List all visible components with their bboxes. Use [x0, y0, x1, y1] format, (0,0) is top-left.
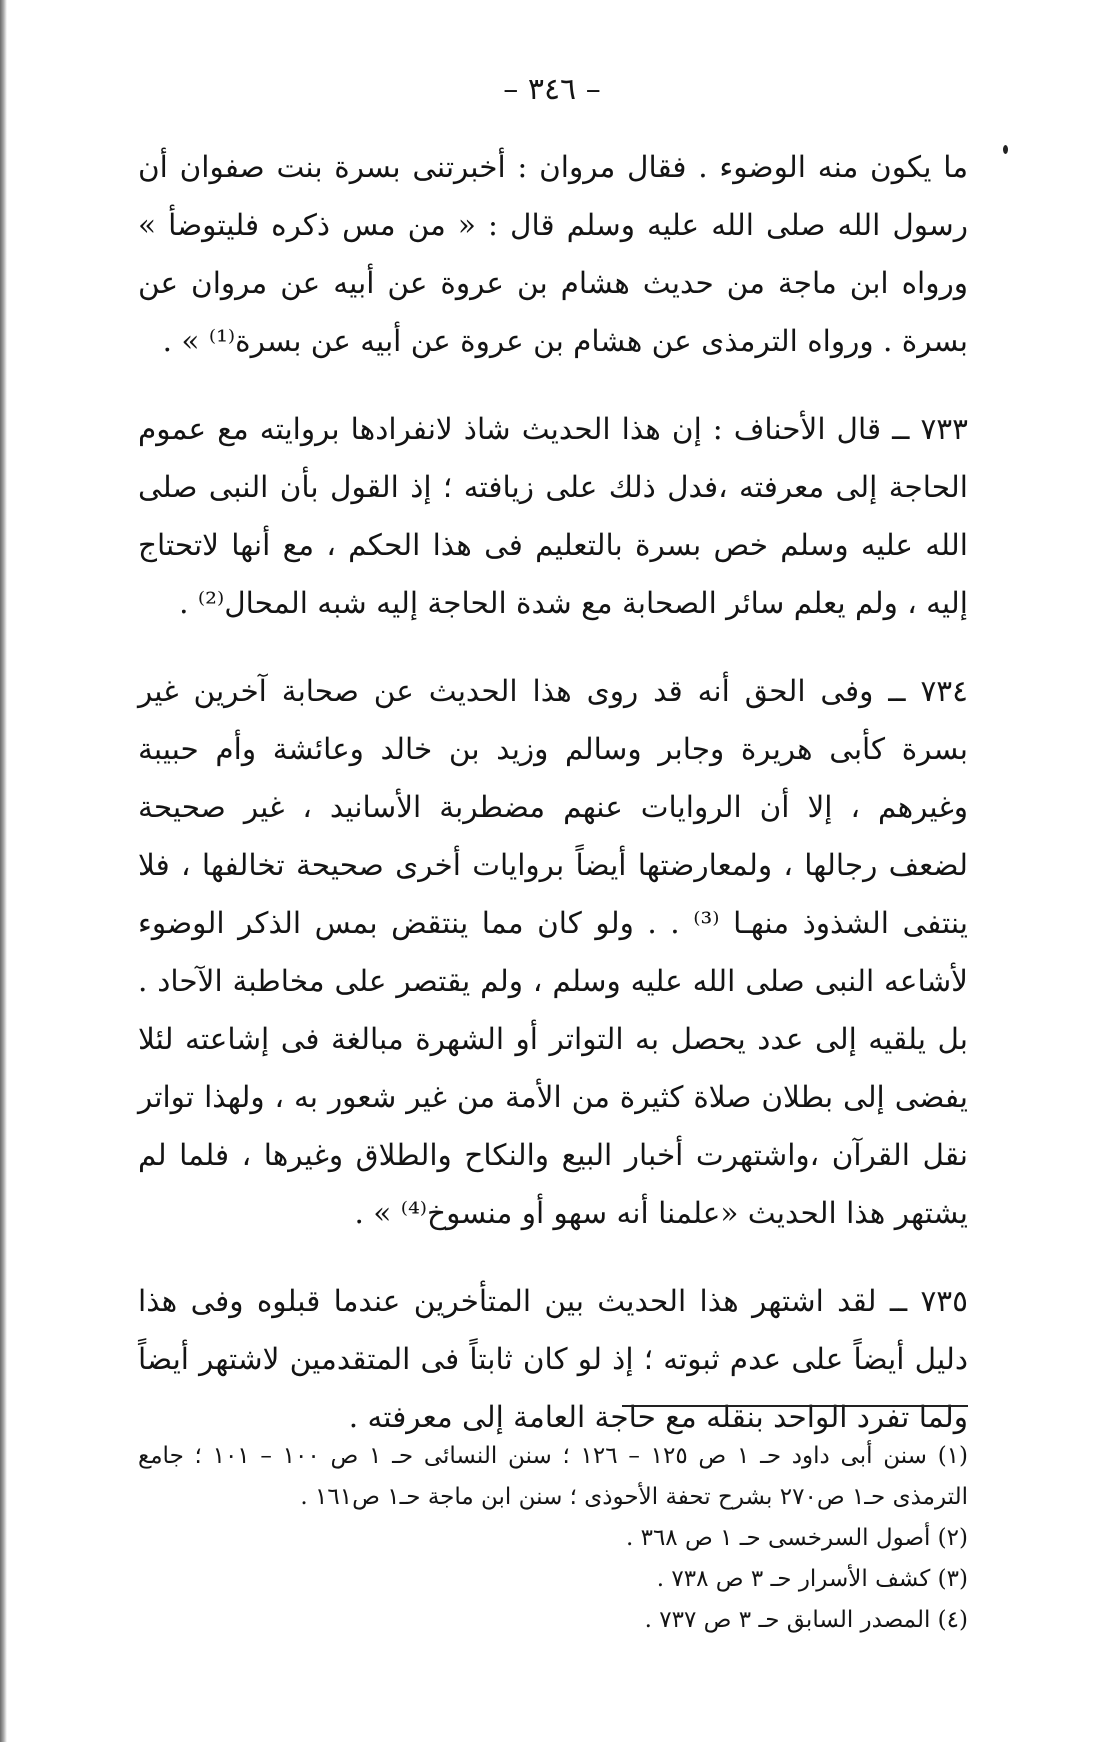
footnote-2: (٢) أصول السرخسى حـ ١ ص ٣٦٨ .: [625, 1525, 968, 1551]
footnote-separator: [622, 1405, 968, 1407]
scan-edge: [0, 0, 7, 1742]
paragraph-735: ٧٣٥ ــ لقد اشتهر هذا الحديث بين المتأخرين عندما قبلوه وفى هذا دليل أيضاً على عدم ثبوته ؛ إذ لو كان ثابتاً فى المتقدمين لاشتهر أيضاً ولما تفرد الواحد بنقله مع حاجة العامة إلى معرفته .: [138, 1284, 968, 1434]
paragraph-733: ٧٣٣ ــ قال الأحناف : إن هذا الحديث شاذ لانفرادها بروايته مع عموم الحاجة إلى معرفته ،فدل ذلك على زيافته ؛ إذ القول بأن النبى صلى الله عليه وسلم خص بسرة بالتعليم فى هذا الحكم ، مع أنها لاتحتاج إليه ، ولم يعلم سائر الصحابة مع شدة الحاجة إليه شبه المحال⁽²⁾ .: [138, 412, 968, 620]
footnotes: [138, 1436, 968, 1641]
paragraph-continuation: ما يكون منه الوضوء . فقال مروان : أخبرتنى بسرة بنت صفوان أن رسول الله صلى الله عليه وسلم قال : « من مس ذكره فليتوضأ » ورواه ابن ماجة من حديث هشام بن عروة عن أبيه عن مروان عن بسرة . ورواه الترمذى عن هشام بن عروة عن أبيه عن بسرة⁽¹⁾ » .: [138, 150, 968, 358]
page-number: – ٣٤٦ –: [503, 72, 601, 107]
body-text: [138, 138, 968, 1446]
footnote-1: (١) سنن أبى داود حـ ١ ص ١٢٥ – ١٢٦ ؛ سنن النسائى حـ ١ ص ١٠٠ – ١٠١ ؛ جامع الترمذى حـ١ ص٢٧٠ بشرح تحفة الأحوذى ؛ سنن ابن ماجة حـ١ ص١٦١ .: [138, 1443, 969, 1510]
footnote-4: (٤) المصدر السابق حـ ٣ ص ٧٣٧ .: [644, 1607, 968, 1633]
paragraph-734: ٧٣٤ ــ وفى الحق أنه قد روى هذا الحديث عن صحابة آخرين غير بسرة كأبى هريرة وجابر وسالم وزيد بن خالد وعائشة وأم حبيبة وغيرهم ، إلا أن الروايات عنهم مضطربة الأسانيد ، غير صحيحة لضعف رجالها ، ولمعارضتها أيضاً بروايات أخرى صحيحة تخالفها ، فلا ينتفى الشذوذ منهـا ⁽³⁾ . . ولو كان مما ينتقض بمس الذكر الوضوء لأشاعه النبى صلى الله عليه وسلم ، ولم يقتصر على مخاطبة الآحاد . بل يلقيه إلى عدد يحصل به التواتر أو الشهرة مبالغة فى إشاعته لئلا يفضى إلى بطلان صلاة كثيرة من الأمة من غير شعور به ، ولهذا تواتر نقل القرآن ،واشتهرت أخبار البيع والنكاح والطلاق وغيرها ، فلما لم يشتهر هذا الحديث «علمنا أنه سهو أو منسوخ⁽⁴⁾ » .: [138, 674, 969, 1230]
ink-speck: [1003, 145, 1008, 154]
footnote-3: (٣) كشف الأسرار حـ ٣ ص ٧٣٨ .: [656, 1566, 968, 1592]
